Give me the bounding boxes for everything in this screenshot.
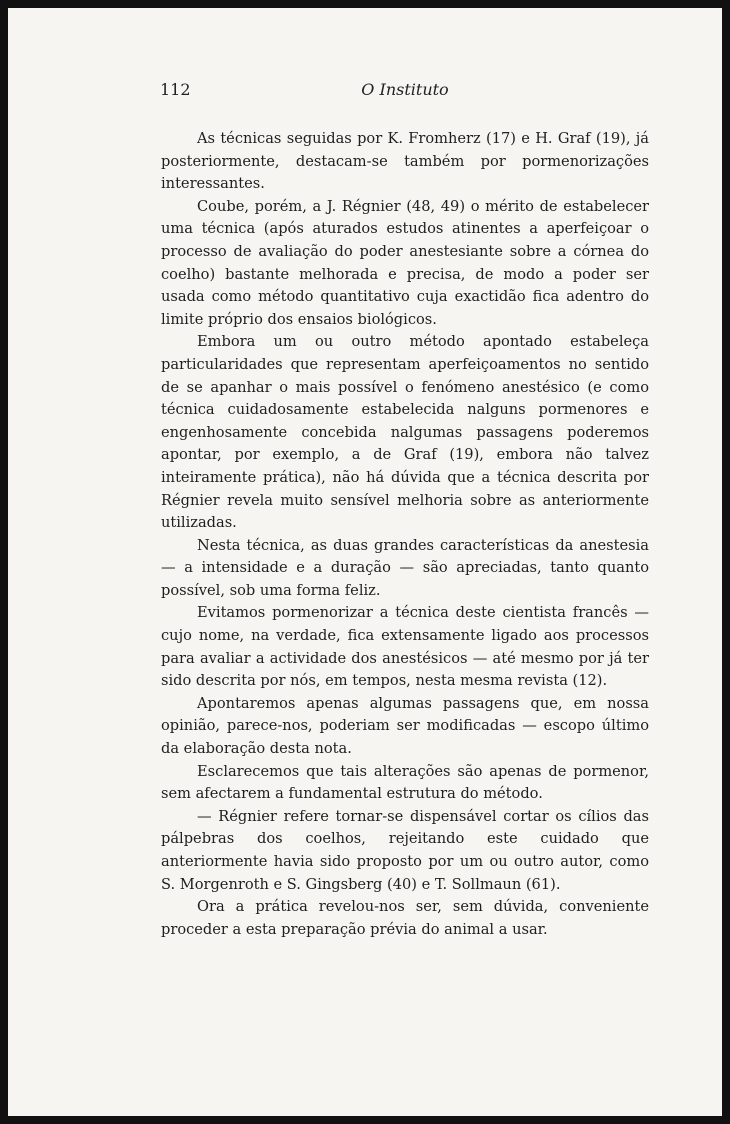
paragraph-1: As técnicas seguidas por K. Fromherz (17) e H. Graf (19), já posteriormente, destacam-se também por pormenorizações interessantes.: [161, 130, 649, 193]
paragraph-5: Evitamos pormenorizar a técnica deste cientista francês — cujo nome, na verdade, fica extensamente ligado aos processos para avaliar a actividade dos anestésicos — até mesmo por já ter sido descrita por nós, em tempos, nesta mesma revista (12).: [161, 604, 649, 690]
paragraph-3: Embora um ou outro método apontado estabeleça particularidades que representam aperfeiçoamentos no sentido de se apanhar o mais possível o fenómeno anestésico (e como técnica cuidadosamente estabelecida nalguns pormenores e engenhosamente concebida nalgumas passagens poderemos apontar, por exemplo, a de Graf (19), embora não talvez inteiramente prática), não há dúvida que a técnica descrita por Régnier revela muito sensível melhoria sobre as anteriormente utilizadas.: [161, 333, 649, 532]
running-title: O Instituto: [361, 80, 449, 99]
paragraph-4: Nesta técnica, as duas grandes características da anestesia — a intensidade e a duração — são apreciadas, tanto quanto possível, sob uma forma feliz.: [161, 536, 649, 599]
paragraph-2: Coube, porém, a J. Régnier (48, 49) o mérito de estabelecer uma técnica (após aturados estudos atinentes a aperfeiçoar o processo de avaliação do poder anestesiante sobre a córnea do coelho) bastante melhorada e precisa, de modo a poder ser usada como método quantitativo cuja exactidão fica adentro do limite próprio dos ensaios biológicos.: [161, 197, 649, 328]
paragraph-8: — Régnier refere tornar-se dispensável cortar os cílios das pálpebras dos coelhos, rejeitando este cuidado que anteriormente havia sido proposto por um ou outro autor, como S. Morgenroth e S. Gingsberg (40) e T. Sollmaun (61).: [161, 807, 649, 893]
body-text: [161, 128, 649, 941]
book-page: [8, 8, 722, 1116]
paragraph-7: Esclarecemos que tais alterações são apenas de pormenor, sem afectarem a fundamental estrutura do método.: [161, 762, 649, 803]
page-number: 112: [160, 80, 191, 99]
paragraph-6: Apontaremos apenas algumas passagens que, em nossa opinião, parece-nos, poderiam ser modificadas — escopo último da elaboração desta nota.: [161, 694, 649, 758]
page-header: [160, 80, 650, 102]
paragraph-9: Ora a prática revelou-nos ser, sem dúvida, conveniente proceder a esta preparação prévia do animal a usar.: [161, 898, 649, 938]
